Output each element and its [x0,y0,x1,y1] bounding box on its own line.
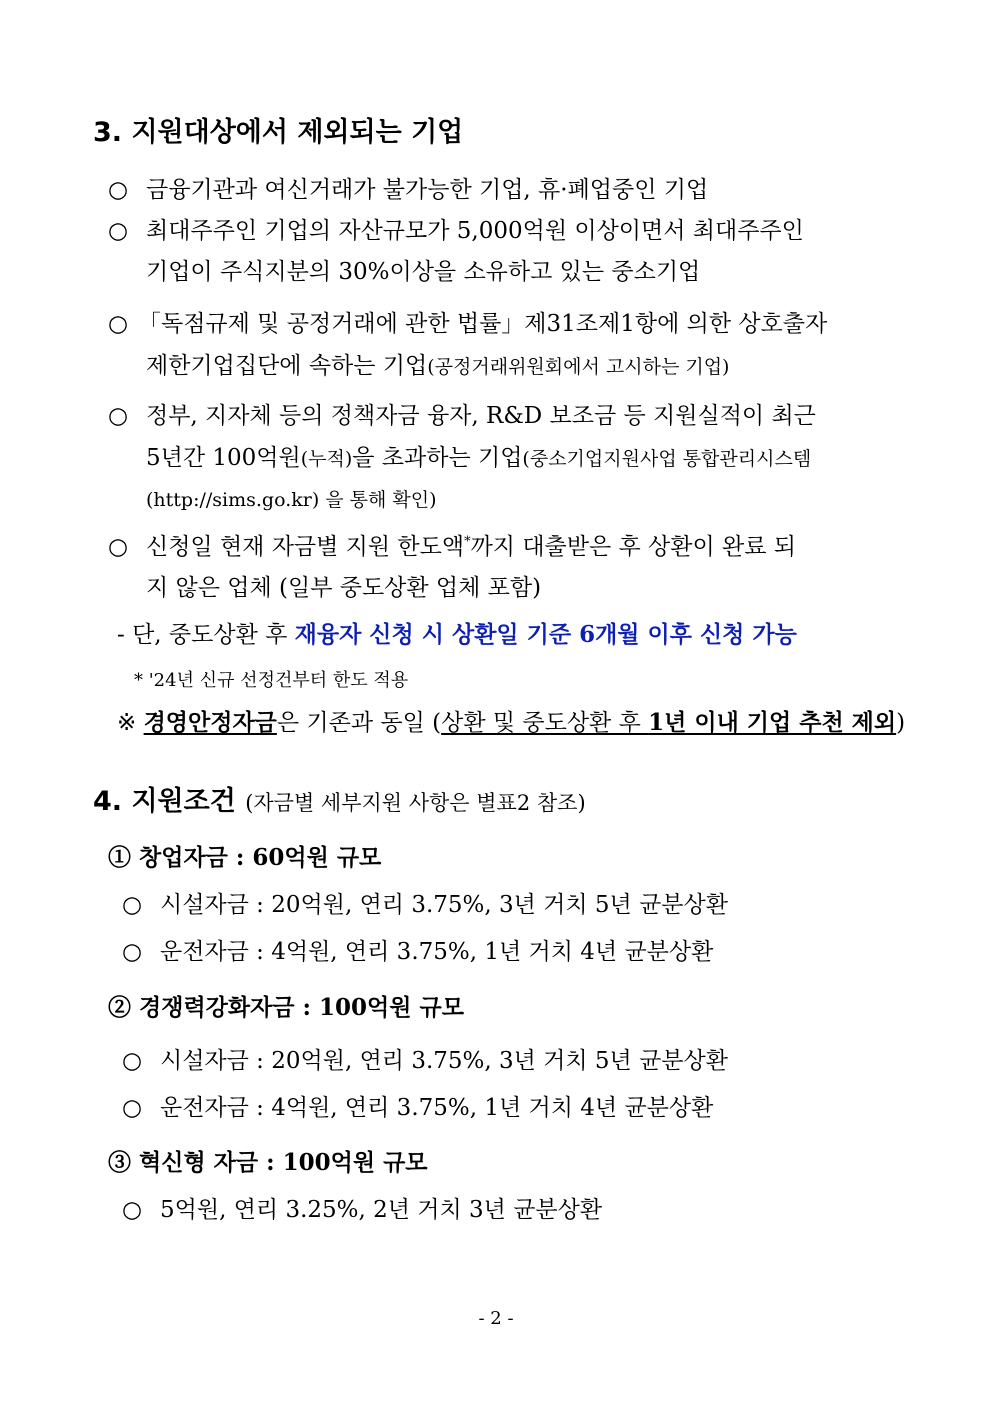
page-number: - 2 - [478,1308,514,1329]
section-4-title: 4. 지원조건 (자금별 세부지원 사항은 별표2 참조) [93,786,586,817]
highlight-text: 재융자 신청 시 상환일 기준 6개월 이후 신청 가능 [294,621,797,648]
section-3-title: 3. 지원대상에서 제외되는 기업 [93,117,464,148]
list-item: ○ 정부, 지자체 등의 정책자금 융자, R&D 보조금 등 지원실적이 최근 [108,403,816,429]
fund-row: ○ 운전자금 : 4억원, 연리 3.75%, 1년 거치 4년 균분상환 [122,1095,714,1121]
circle-bullet: ○ [108,218,129,244]
condition-note: - 단, 중도상환 후 재융자 신청 시 상환일 기준 6개월 이후 신청 가능 [117,621,797,648]
fund-row: ○ 시설자금 : 20억원, 연리 3.75%, 3년 거치 5년 균분상환 [122,892,728,918]
circle-bullet: ○ [122,1197,143,1223]
fund-row: ○ 시설자금 : 20억원, 연리 3.75%, 3년 거치 5년 균분상환 [122,1048,728,1074]
footnote: * '24년 신규 선정건부터 한도 적용 [134,670,409,691]
list-item: ○ 「독점규제 및 공정거래에 관한 법률」제31조제1항에 의한 상호출자 [108,311,828,337]
fund-row: ○ 운전자금 : 4억원, 연리 3.75%, 1년 거치 4년 균분상환 [122,939,714,965]
reference-note: ※ 경영안정자금은 기존과 동일 (상환 및 중도상환 후 1년 이내 기업 추천 제외) [117,709,906,736]
circle-bullet: ○ [108,403,129,429]
circle-bullet: ○ [108,311,129,337]
circle-bullet: ○ [122,892,143,918]
list-item: ○ 금융기관과 여신거래가 불가능한 기업, 휴·폐업중인 기업 [108,177,709,203]
list-item: ○ 신청일 현재 자금별 지원 한도액*까지 대출받은 후 상환이 완료 되 [108,534,796,560]
list-item-continuation: 지 않은 업체 (일부 중도상환 업체 포함) [146,575,542,601]
circle-bullet: ○ [122,1048,143,1074]
circle-bullet: ○ [108,534,129,560]
fund-group-2: ② 경쟁력강화자금 : 100억원 규모 [108,994,464,1021]
fund-group-3: ③ 혁신형 자금 : 100억원 규모 [108,1149,428,1176]
fund-row: ○ 5억원, 연리 3.25%, 2년 거치 3년 균분상환 [122,1197,603,1223]
circle-bullet: ○ [122,939,143,965]
fund-group-1: ① 창업자금 : 60억원 규모 [108,844,382,871]
circle-bullet: ○ [122,1095,143,1121]
list-item-continuation: 5년간 100억원(누적)을 초과하는 기업(중소기업지원사업 통합관리시스템 [146,445,812,471]
list-item-continuation: (http://sims.go.kr) 을 통해 확인) [146,489,437,511]
list-item-continuation: 기업이 주식지분의 30%이상을 소유하고 있는 중소기업 [146,259,701,285]
list-item: ○ 최대주주인 기업의 자산규모가 5,000억원 이상이면서 최대주주인 [108,218,804,244]
list-item-continuation: 제한기업집단에 속하는 기업(공정거래위원회에서 고시하는 기업) [146,353,730,379]
circle-bullet: ○ [108,177,129,203]
